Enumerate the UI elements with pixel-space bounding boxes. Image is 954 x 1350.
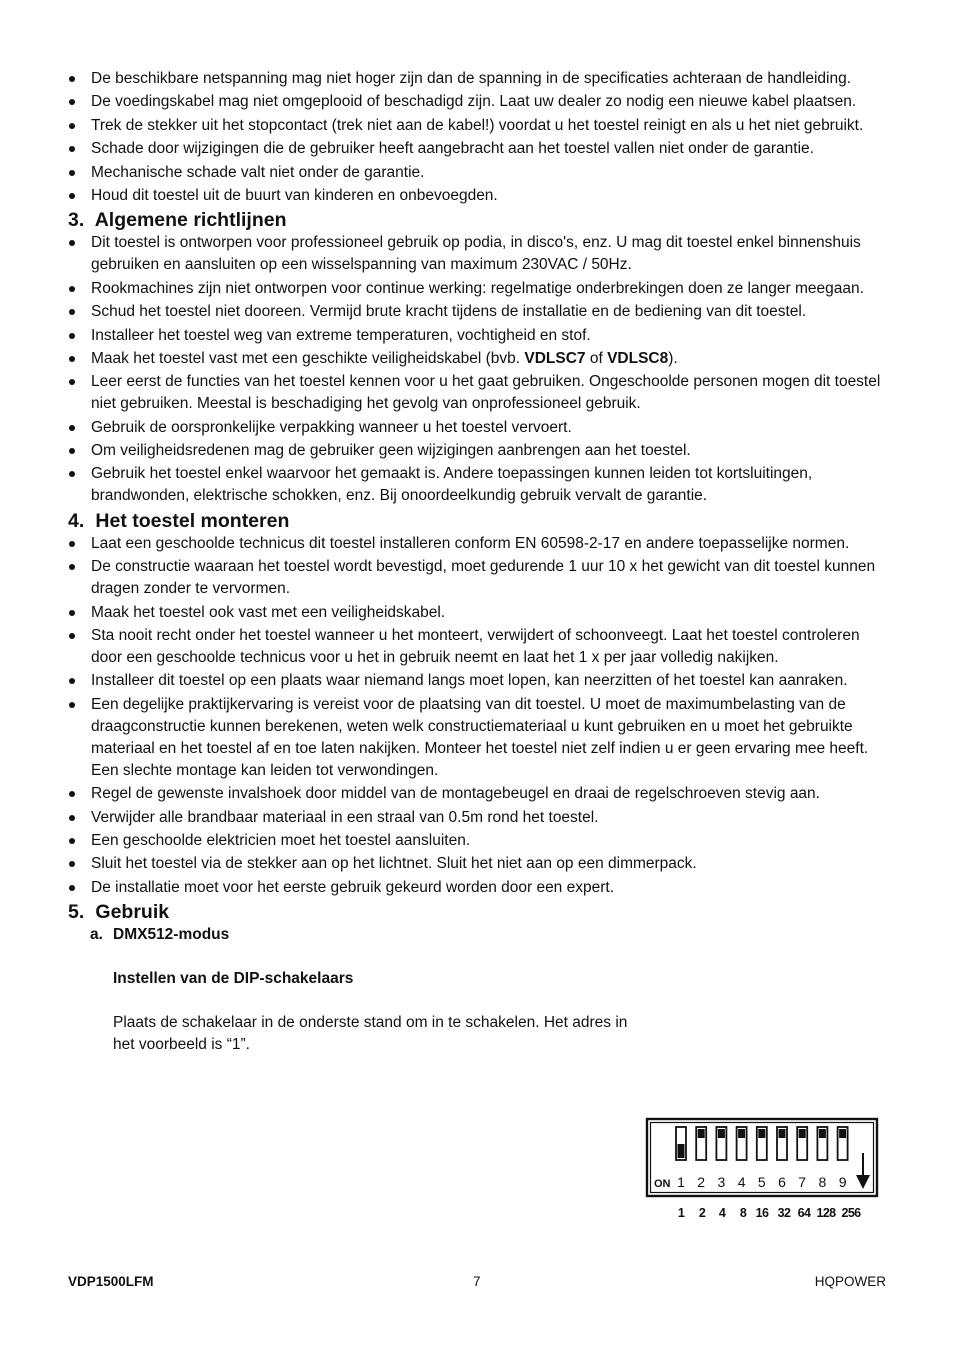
dip-switch-number: 2 xyxy=(697,1174,706,1190)
list-item: De installatie moet voor het eerste gebruik gekeurd worden door een expert. xyxy=(68,877,888,899)
dip-switch-value: 8 xyxy=(739,1206,747,1220)
dip-switch-knob xyxy=(819,1129,826,1138)
dip-switch-number: 9 xyxy=(838,1174,847,1190)
dip-instructions: Plaats de schakelaar in de onderste stand om in te schakelen. Het adres in het voorbeeld is “1”. xyxy=(113,1014,628,1054)
list-item: Een geschoolde elektricien moet het toestel aansluiten. xyxy=(68,830,888,852)
list-item: Dit toestel is ontworpen voor professioneel gebruik op podia, in disco's, enz. U mag dit toestel enkel binnenshuis gebruiken en aansluiten op een wisselspanning van maximum 230VAC / 50Hz. xyxy=(68,232,888,276)
dip-switch-diagram xyxy=(645,1117,880,1222)
section-title: Gebruik xyxy=(95,901,170,924)
dip-switch-value: 128 xyxy=(816,1206,836,1220)
list-item: Rookmachines zijn niet ontworpen voor continue werking: regelmatige onderbrekingen doen ze langer meegaan. xyxy=(68,278,888,300)
section-4-heading xyxy=(68,509,888,533)
document-page xyxy=(68,68,888,1056)
dip-switch-values xyxy=(678,1206,861,1220)
dip-switch-value: 1 xyxy=(677,1206,685,1220)
intro-bullet-list xyxy=(68,68,888,207)
dip-switch-value: 64 xyxy=(797,1206,811,1220)
list-item-text: ). xyxy=(668,349,678,367)
model-name: VDLSC8 xyxy=(607,349,669,367)
list-item: Installeer het toestel weg van extreme temperaturen, vochtigheid en stof. xyxy=(68,325,888,347)
list-item: De beschikbare netspanning mag niet hoger zijn dan de spanning in de specificaties achteraan de handleiding. xyxy=(68,68,888,90)
model-name: VDLSC7 xyxy=(524,349,586,367)
dip-switch-numbers xyxy=(677,1174,847,1190)
footer-brand: HQPOWER xyxy=(814,1274,886,1289)
dip-on-label: ON xyxy=(654,1178,671,1190)
list-item-safety-cable xyxy=(68,348,888,370)
dip-switch-knob xyxy=(779,1129,786,1138)
dip-switch-knob xyxy=(678,1144,685,1158)
footer-page-number: 7 xyxy=(473,1274,481,1289)
list-item: Installeer dit toestel op een plaats waar niemand langs moet lopen, kan neerzitten of het toestel kan aanraken. xyxy=(68,670,888,692)
list-item: Schud het toestel niet dooreen. Vermijd brute kracht tijdens de installatie en de bediening van dit toestel. xyxy=(68,301,888,323)
dip-heading: Instellen van de DIP-schakelaars xyxy=(113,970,354,988)
list-item: Houd dit toestel uit de buurt van kinderen en onbevoegden. xyxy=(68,185,888,207)
list-item: Laat een geschoolde technicus dit toestel installeren conform EN 60598-2-17 en andere toepasselijke normen. xyxy=(68,533,888,555)
section-number: 3. xyxy=(68,209,85,232)
list-item: Om veiligheidsredenen mag de gebruiker geen wijzigingen aanbrengen aan het toestel. xyxy=(68,440,888,462)
section-5-heading xyxy=(68,900,888,924)
list-item: Sluit het toestel via de stekker aan op het lichtnet. Sluit het niet aan op een dimmerpack. xyxy=(68,853,888,875)
dip-switch-value: 4 xyxy=(718,1206,726,1220)
section-3-heading xyxy=(68,208,888,232)
dip-switch-knob xyxy=(738,1129,745,1138)
section-3-bullet-list xyxy=(68,232,888,507)
dip-switch-number: 5 xyxy=(757,1174,766,1190)
dip-switch-value: 32 xyxy=(777,1206,791,1220)
list-item-text: of xyxy=(585,349,608,367)
list-item: Regel de gewenste invalshoek door middel van de montagebeugel en draai de regelschroeven stevig aan. xyxy=(68,783,888,805)
list-item: Gebruik de oorspronkelijke verpakking wanneer u het toestel vervoert. xyxy=(68,417,888,439)
list-item: Verwijder alle brandbaar materiaal in een straal van 0.5m rond het toestel. xyxy=(68,807,888,829)
section-4-bullet-list xyxy=(68,533,888,899)
dip-switch-number: 4 xyxy=(737,1174,746,1190)
dip-switch-number: 6 xyxy=(778,1174,786,1190)
dip-switch-knob xyxy=(718,1129,725,1138)
subsection-heading xyxy=(68,924,888,946)
list-item: De voedingskabel mag niet omgeplooid of beschadigd zijn. Laat uw dealer zo nodig een nieuwe kabel plaatsen. xyxy=(68,91,888,113)
section-title: Het toestel monteren xyxy=(95,509,290,532)
dip-switch-number: 3 xyxy=(717,1174,726,1190)
dip-switches xyxy=(676,1127,848,1160)
list-item-text: Maak het toestel vast met een geschikte veiligheidskabel (bvb. xyxy=(91,349,525,367)
section-title: Algemene richtlijnen xyxy=(94,209,287,232)
subsection-letter: a. xyxy=(90,926,103,944)
dip-switch-knob xyxy=(839,1129,846,1138)
section-number: 5. xyxy=(68,901,85,924)
subsection-title: DMX512-modus xyxy=(113,926,230,944)
list-item: Schade door wijzigingen die de gebruiker heeft aangebracht aan het toestel vallen niet onder de garantie. xyxy=(68,138,888,160)
dip-switch-value: 16 xyxy=(755,1206,769,1220)
dip-switch-knob xyxy=(758,1129,765,1138)
list-item: Trek de stekker uit het stopcontact (trek niet aan de kabel!) voordat u het toestel reinigt en als u het niet gebruikt. xyxy=(68,115,888,137)
list-item: Gebruik het toestel enkel waarvoor het gemaakt is. Andere toepassingen kunnen leiden tot kortsluitingen, brandwonden, elektrische schokken, enz. Bij onoordeelkundig gebruik vervalt de garantie. xyxy=(68,463,888,507)
dip-switch-value: 256 xyxy=(841,1206,861,1220)
section-number: 4. xyxy=(68,509,85,532)
list-item: Leer eerst de functies van het toestel kennen voor u het gaat gebruiken. Ongeschoolde personen mogen dit toestel niet gebruiken. Meestal is beschadiging het gevolg van onprofessioneel gebruik. xyxy=(68,371,888,415)
footer-model: VDP1500LFM xyxy=(68,1274,154,1289)
dip-switch-number: 8 xyxy=(818,1174,827,1190)
dip-switch-knob xyxy=(698,1129,705,1138)
list-item: Een degelijke praktijkervaring is vereist voor de plaatsing van dit toestel. U moet de maximumbelasting van de draagconstructie kunnen berekenen, weten welk constructiemateriaal u kunt gebruiken en u moet het gebruikte materiaal en het toestel af en toe laten nakijken. Monteer het toestel niet zelf indien u er geen ervaring mee heeft. Een slechte montage kan leiden tot verwondingen. xyxy=(68,694,888,782)
dip-switch-knob xyxy=(799,1129,806,1138)
list-item: Sta nooit recht onder het toestel wanneer u het monteert, verwijdert of schoonveegt. Laat het toestel controleren door een geschoolde technicus voor u het in gebruik neemt en laat het 1 x per jaar volledig nakijken. xyxy=(68,625,888,669)
dip-switch-number: 1 xyxy=(677,1174,685,1190)
list-item: Maak het toestel ook vast met een veiligheidskabel. xyxy=(68,602,888,624)
dip-switch-number: 7 xyxy=(798,1174,807,1190)
dip-switch-value: 2 xyxy=(698,1206,706,1220)
list-item: De constructie waaraan het toestel wordt bevestigd, moet gedurende 1 uur 10 x het gewicht van dit toestel kunnen dragen zonder te vervormen. xyxy=(68,556,888,600)
list-item: Mechanische schade valt niet onder de garantie. xyxy=(68,162,888,184)
